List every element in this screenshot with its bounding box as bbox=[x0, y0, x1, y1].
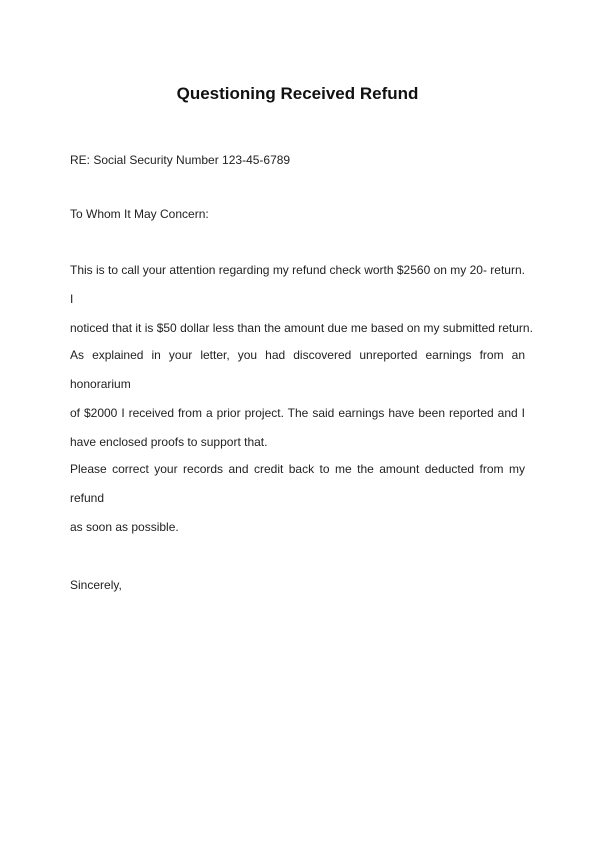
body-paragraph-2 bbox=[70, 341, 525, 457]
closing bbox=[70, 571, 525, 600]
paragraph-line: as soon as possible. bbox=[70, 520, 179, 534]
paragraph-line: of $2000 I received from a prior project. The said earnings have been reported and I bbox=[70, 406, 525, 420]
paragraph-line: This is to call your attention regarding my refund check worth $2560 on my 20- return. I bbox=[70, 263, 525, 306]
paragraph-line: noticed that it is $50 dollar less than the amount due me based on my submitted return. bbox=[70, 321, 533, 335]
body-paragraph-1 bbox=[70, 256, 533, 343]
salutation bbox=[70, 200, 525, 229]
salutation-text: To Whom It May Concern: bbox=[70, 207, 209, 221]
re-line bbox=[70, 146, 525, 175]
paragraph-line: As explained in your letter, you had discovered unreported earnings from an honorarium bbox=[70, 348, 525, 391]
closing-text: Sincerely, bbox=[70, 578, 122, 592]
paragraph-line: Please correct your records and credit back to me the amount deducted from my refund bbox=[70, 462, 525, 505]
paragraph-line: have enclosed proofs to support that. bbox=[70, 435, 268, 449]
re-line-text: RE: Social Security Number 123-45-6789 bbox=[70, 153, 291, 167]
letter-title: Questioning Received Refund bbox=[176, 84, 419, 103]
body-paragraph-3 bbox=[70, 455, 525, 542]
